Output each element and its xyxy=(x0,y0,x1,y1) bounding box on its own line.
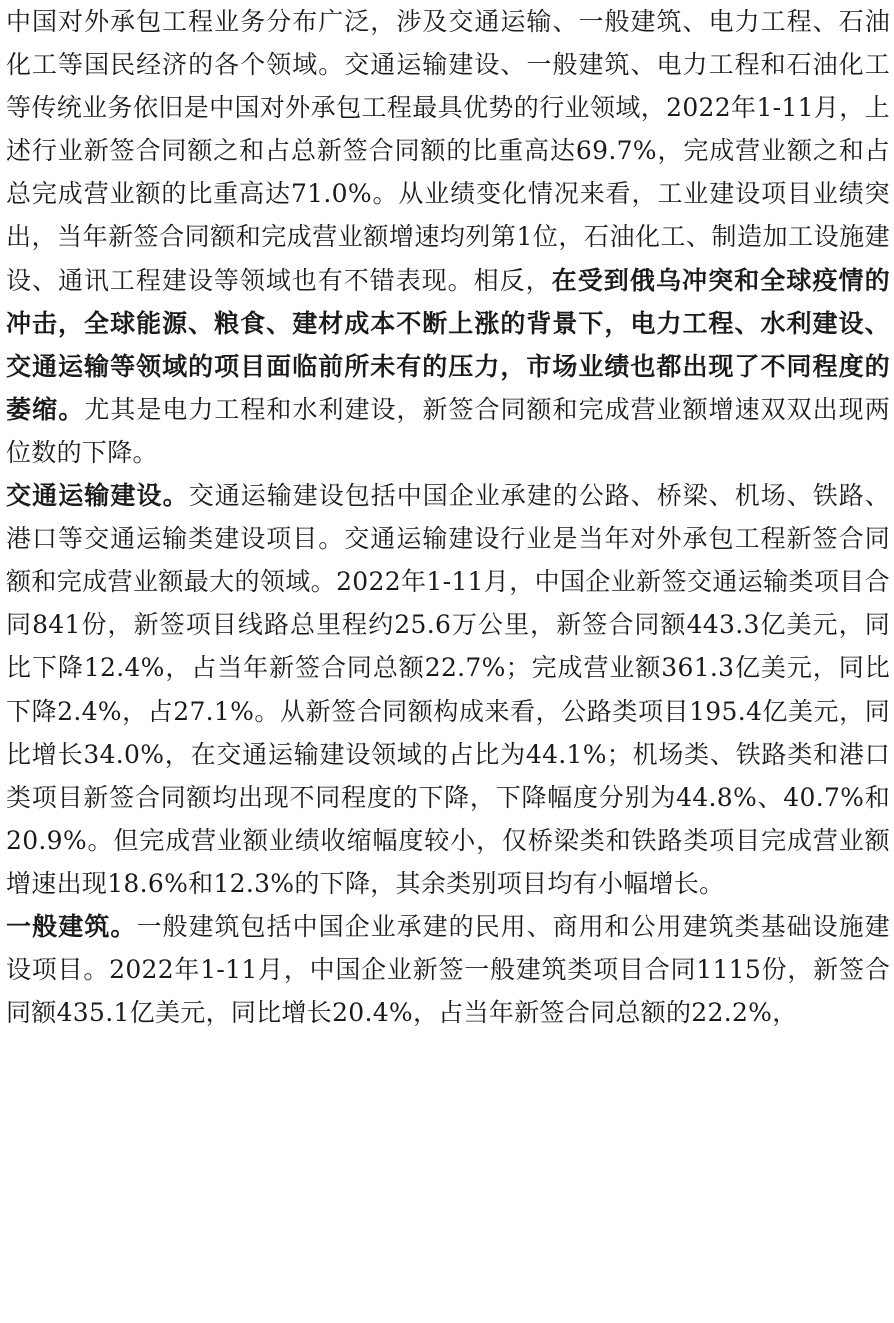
paragraph-general-building xyxy=(6,905,890,1034)
paragraph-transport-construction xyxy=(6,474,890,905)
transport-body-text: 交通运输建设包括中国企业承建的公路、桥梁、机场、铁路、港口等交通运输类建设项目。交通运输建设行业是当年对外承包工程新签合同额和完成营业额最大的领域。2022年1-11月，中国企业新签交通运输类项目合同841份，新签项目线路总里程约25.6万公里，新签合同额443.3亿美元，同比下降12.4%，占当年新签合同总额22.7%；完成营业额361.3亿美元，同比下降2.4%，占27.1%。从新签合同额构成来看，公路类项目195.4亿美元，同比增长34.0%，在交通运输建设领域的占比为44.1%；机场类、铁路类和港口类项目新签合同额均出现不同程度的下降，下降幅度分别为44.8%、40.7%和20.9%。但完成营业额业绩收缩幅度较小，仅桥梁类和铁路类项目完成营业额增速出现18.6%和12.3%的下降，其余类别项目均有小幅增长。 xyxy=(6,481,890,898)
overview-closing-text: 尤其是电力工程和水利建设，新签合同额和完成营业额增速双双出现两位数的下降。 xyxy=(6,394,890,467)
paragraph-industry-overview xyxy=(6,0,890,474)
overview-emphasis-text: 在受到俄乌冲突和全球疫情的冲击，全球能源、粮食、建材成本不断上涨的背景下，电力工程、水利建设、交通运输等领域的项目面临前所未有的压力，市场业绩也都出现了不同程度的萎缩。 xyxy=(6,265,891,424)
overview-text: 中国对外承包工程业务分布广泛，涉及交通运输、一般建筑、电力工程、石油化工等国民经济的各个领域。交通运输建设、一般建筑、电力工程和石油化工等传统业务依旧是中国对外承包工程最具优势的行业领域，2022年1-11月，上述行业新签合同额之和占总新签合同额的比重高达69.7%，完成营业额之和占总完成营业额的比重高达71.0%。从业绩变化情况来看，工业建设项目业绩突出，当年新签合同额和完成营业额增速均列第1位，石油化工、制造加工设施建设、通讯工程建设等领域也有不错表现。相反， xyxy=(6,7,890,295)
general-building-body-text: 一般建筑包括中国企业承建的民用、商用和公用建筑类基础设施建设项目。2022年1-11月，中国企业新签一般建筑类项目合同1115份，新签合同额435.1亿美元，同比增长20.4%，占当年新签合同总额的22.2%， xyxy=(6,911,890,1028)
general-building-heading: 一般建筑。 xyxy=(6,911,137,941)
transport-heading: 交通运输建设。 xyxy=(6,481,189,511)
